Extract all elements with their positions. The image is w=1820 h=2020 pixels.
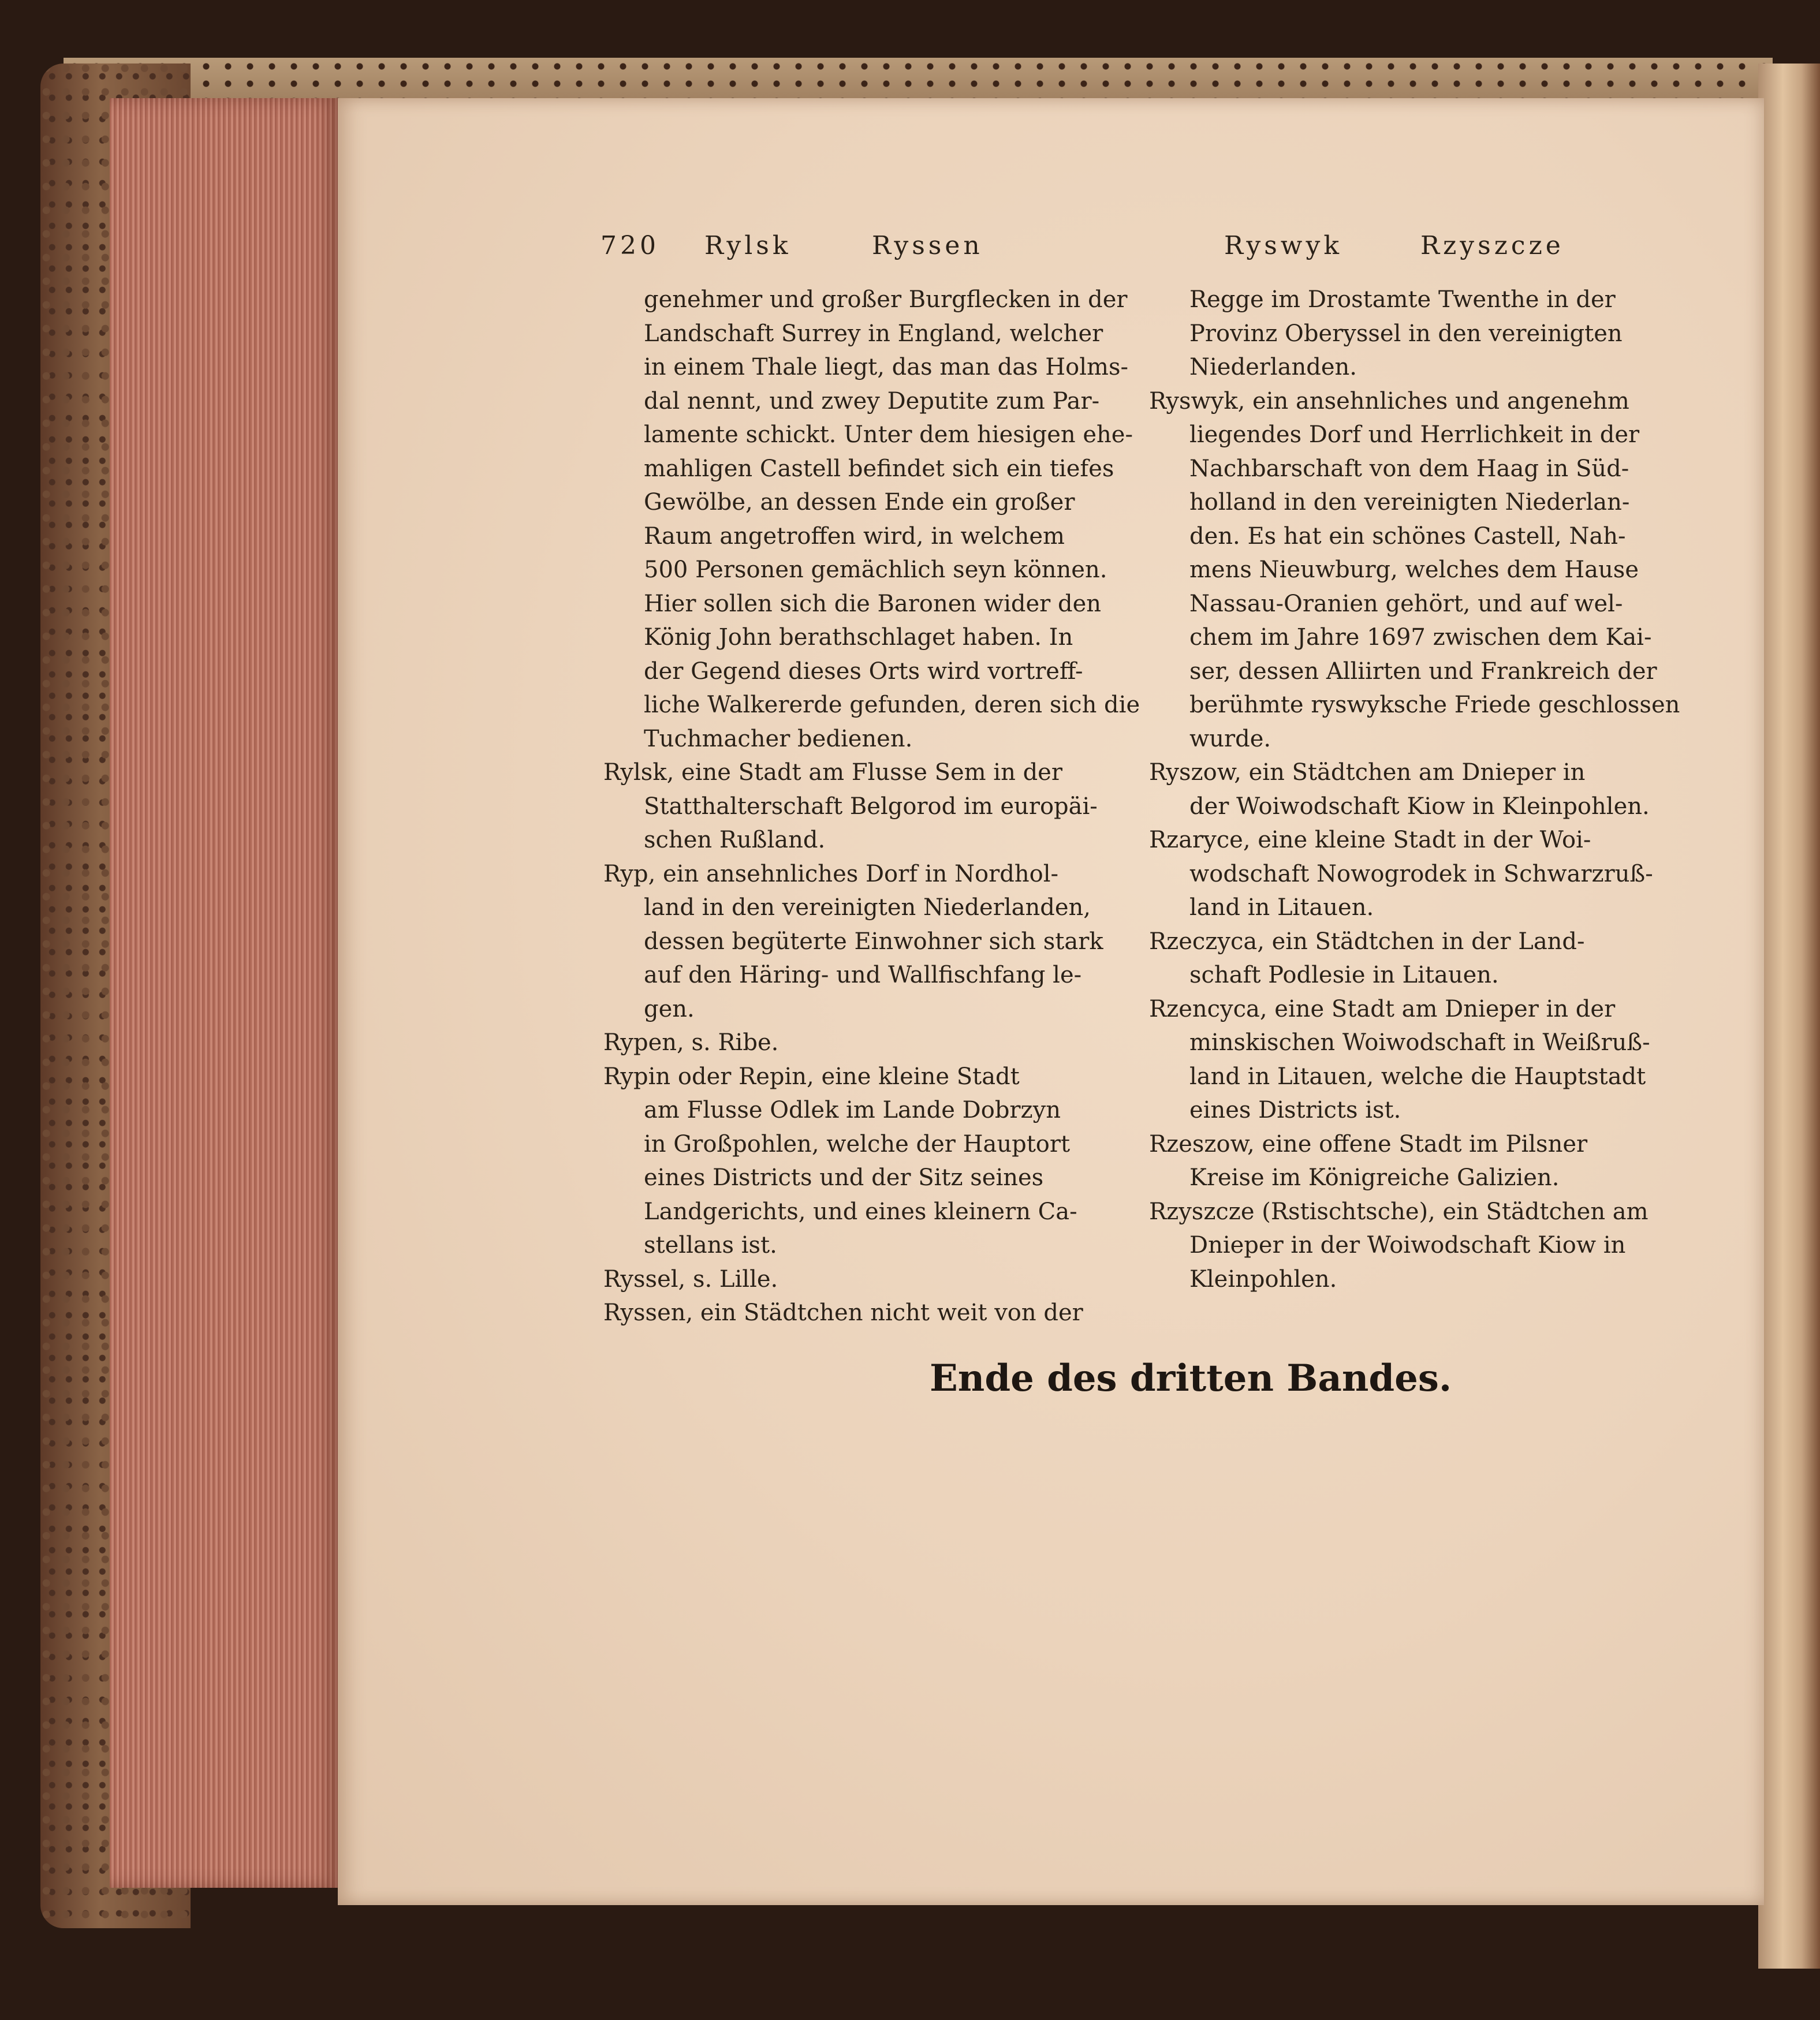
text-line: eines Districts und der Sitz seines xyxy=(644,1164,1044,1191)
text-line: schen Rußland. xyxy=(644,827,826,853)
text-line: genehmer und großer Burgflecken in der xyxy=(644,286,1128,313)
text-line: Ryp, ein ansehnliches Dorf in Nordhol- xyxy=(603,860,1059,887)
text-line: Dnieper in der Woiwodschaft Kiow in xyxy=(1189,1232,1626,1259)
text-line: ser, dessen Alliirten und Frankreich der xyxy=(1189,658,1657,685)
text-line: dessen begüterte Einwohner sich stark xyxy=(644,928,1103,955)
text-line: Rzencyca, eine Stadt am Dnieper in der xyxy=(1149,995,1616,1022)
text-line: Hier sollen sich die Baronen wider den xyxy=(644,590,1102,617)
text-line: Rzeczyca, ein Städtchen in der Land- xyxy=(1149,928,1585,955)
text-line: in Großpohlen, welche der Hauptort xyxy=(644,1130,1071,1158)
text-line: mens Nieuwburg, welches dem Hause xyxy=(1189,557,1639,583)
text-line: Regge im Drostamte Twenthe in der xyxy=(1189,286,1616,313)
facing-page-edge xyxy=(1758,64,1820,1969)
text-line: Gewölbe, an dessen Ende ein großer xyxy=(644,489,1075,516)
left-text-column xyxy=(603,283,1140,1330)
text-line: berühmte ryswyksche Friede geschlossen xyxy=(1189,692,1680,718)
text-line: Landgerichts, und eines kleinern Ca- xyxy=(644,1198,1077,1225)
text-line: Ryswyk, ein ansehnliches und angenehm xyxy=(1149,387,1629,415)
text-line: Landschaft Surrey in England, welcher xyxy=(644,320,1103,347)
right-guide-word-1: Ryswyk xyxy=(1224,231,1342,260)
text-line: eines Districts ist. xyxy=(1189,1097,1401,1123)
text-line: der Gegend dieses Orts wird vortreff- xyxy=(644,658,1083,685)
text-line: den. Es hat ein schönes Castell, Nah- xyxy=(1189,522,1626,550)
text-line: liegendes Dorf und Herrlichkeit in der xyxy=(1189,421,1640,448)
text-line: land in Litauen, welche die Hauptstadt xyxy=(1189,1063,1646,1090)
text-line: auf den Häring- und Wallfischfang le- xyxy=(644,962,1082,988)
text-line: Raum angetroffen wird, in welchem xyxy=(644,522,1065,550)
text-line: wurde. xyxy=(1189,725,1271,752)
end-of-volume-note: Ende des dritten Bandes. xyxy=(930,1357,1452,1400)
text-line: Niederlanden. xyxy=(1189,354,1357,380)
text-line: lamente schickt. Unter dem hiesigen ehe- xyxy=(644,421,1133,448)
text-line: Nachbarschaft von dem Haag in Süd- xyxy=(1189,455,1629,482)
text-line: dal nennt, und zwey Deputite zum Par- xyxy=(644,387,1100,415)
text-line: Kreise im Königreiche Galizien. xyxy=(1189,1164,1560,1191)
text-line: 500 Personen gemächlich seyn können. xyxy=(644,557,1107,583)
text-line: Nassau-Oranien gehört, und auf wel- xyxy=(1189,590,1623,617)
text-line: liche Walkererde gefunden, deren sich die xyxy=(644,692,1140,718)
text-line: Rzyszcze (Rstischtsche), ein Städtchen am xyxy=(1149,1198,1649,1225)
page-number: 720 xyxy=(601,231,659,260)
text-line: Kleinpohlen. xyxy=(1189,1265,1337,1293)
text-line: Rzeszow, eine offene Stadt im Pilsner xyxy=(1149,1130,1588,1158)
page-block-edges xyxy=(110,98,341,1888)
text-line: Tuchmacher bedienen. xyxy=(644,725,913,752)
text-line: Rzaryce, eine kleine Stadt in der Woi- xyxy=(1149,827,1591,853)
right-guide-word-2: Rzyszcze xyxy=(1420,231,1564,260)
text-line: König John berathschlaget haben. In xyxy=(644,624,1073,651)
text-line: chem im Jahre 1697 zwischen dem Kai- xyxy=(1189,624,1652,651)
text-line: Rylsk, eine Stadt am Flusse Sem in der xyxy=(603,759,1062,786)
text-line: Ryssel, s. Lille. xyxy=(603,1265,778,1293)
running-header xyxy=(601,231,1582,271)
text-line: in einem Thale liegt, das man das Holms- xyxy=(644,354,1129,380)
text-line: wodschaft Nowogrodek in Schwarzruß- xyxy=(1189,860,1653,887)
text-line: Provinz Oberyssel in den vereinigten xyxy=(1189,320,1623,347)
right-text-column xyxy=(1149,283,1680,1296)
text-line: Statthalterschaft Belgorod im europäi- xyxy=(644,793,1098,820)
text-line: land in den vereinigten Niederlanden, xyxy=(644,894,1091,921)
left-guide-word-1: Rylsk xyxy=(704,231,792,260)
text-line: Ryssen, ein Städtchen nicht weit von der xyxy=(603,1300,1083,1326)
text-line: holland in den vereinigten Niederlan- xyxy=(1189,489,1630,516)
text-line: am Flusse Odlek im Lande Dobrzyn xyxy=(644,1097,1061,1123)
text-line: minskischen Woiwodschaft in Weißruß- xyxy=(1189,1029,1650,1056)
text-line: land in Litauen. xyxy=(1189,894,1374,921)
text-line: mahligen Castell befindet sich ein tiefes xyxy=(644,455,1114,482)
text-line: Rypin oder Repin, eine kleine Stadt xyxy=(603,1063,1020,1090)
text-line: schaft Podlesie in Litauen. xyxy=(1189,962,1499,988)
text-line: gen. xyxy=(644,995,695,1022)
text-line: Ryszow, ein Städtchen am Dnieper in xyxy=(1149,759,1586,786)
text-line: stellans ist. xyxy=(644,1232,777,1259)
left-guide-word-2: Ryssen xyxy=(872,231,983,260)
text-line: Rypen, s. Ribe. xyxy=(603,1029,779,1056)
text-line: der Woiwodschaft Kiow in Kleinpohlen. xyxy=(1189,793,1650,820)
